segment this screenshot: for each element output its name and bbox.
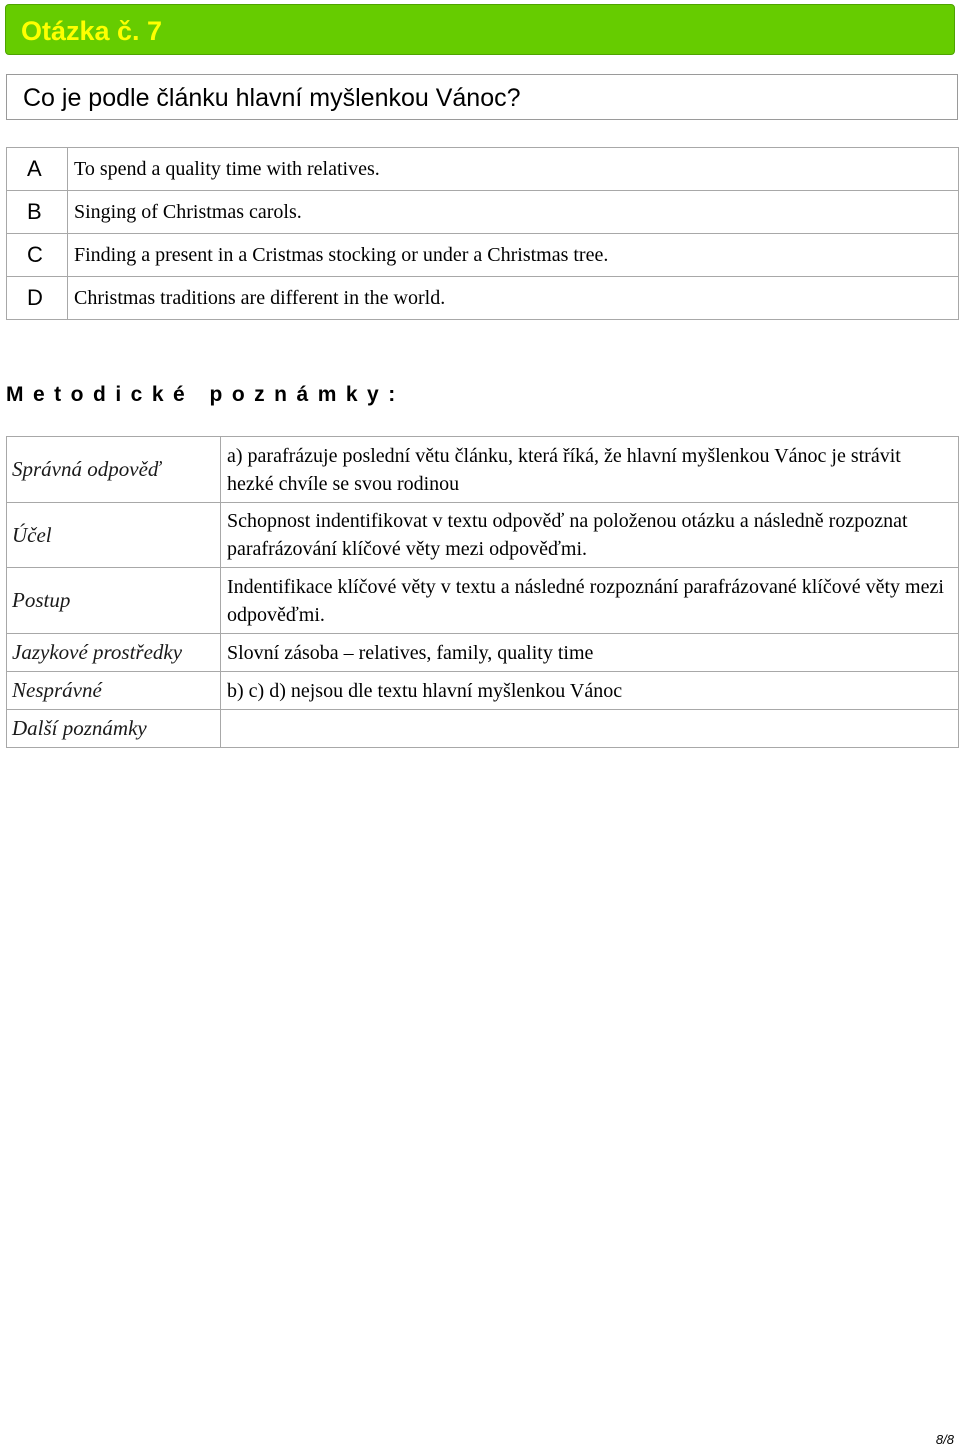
methodical-notes-table	[6, 436, 959, 748]
option-row-d	[7, 277, 959, 320]
answer-options-table	[6, 147, 959, 320]
option-row-a	[7, 148, 959, 191]
notes-value: Slovní zásoba – relatives, family, quality time	[221, 634, 959, 672]
notes-label: Jazykové prostředky	[7, 634, 221, 672]
notes-value: Schopnost indentifikovat v textu odpověď na položenou otázku a následně rozpoznat parafrázování klíčové věty mezi odpověďmi.	[221, 503, 959, 568]
question-number-title: Otázka č. 7	[21, 16, 163, 46]
notes-row-incorrect	[7, 672, 959, 710]
option-text: To spend a quality time with relatives.	[68, 148, 959, 191]
option-letter: D	[7, 277, 68, 320]
question-text: Co je podle článku hlavní myšlenkou Vánoc?	[23, 84, 521, 112]
notes-row-procedure	[7, 568, 959, 634]
option-row-c	[7, 234, 959, 277]
notes-row-language-means	[7, 634, 959, 672]
notes-value: Indentifikace klíčové věty v textu a následné rozpoznání parafrázované klíčové věty mezi odpověďmi.	[221, 568, 959, 634]
option-text: Singing of Christmas carols.	[68, 191, 959, 234]
notes-row-correct-answer	[7, 437, 959, 503]
option-letter: A	[7, 148, 68, 191]
notes-label: Další poznámky	[7, 710, 221, 748]
notes-value: a) parafrázuje poslední větu článku, která říká, že hlavní myšlenkou Vánoc je strávit hezké chvíle se svou rodinou	[221, 437, 959, 503]
methodical-notes-heading: Metodické poznámky:	[6, 383, 405, 406]
option-text: Christmas traditions are different in the world.	[68, 277, 959, 320]
question-box	[6, 74, 958, 120]
notes-label: Nesprávné	[7, 672, 221, 710]
notes-value	[221, 710, 959, 748]
notes-value: b) c) d) nejsou dle textu hlavní myšlenkou Vánoc	[221, 672, 959, 710]
notes-row-purpose	[7, 503, 959, 568]
option-text: Finding a present in a Cristmas stocking or under a Christmas tree.	[68, 234, 959, 277]
option-row-b	[7, 191, 959, 234]
notes-label: Postup	[7, 568, 221, 634]
page-number: 8/8	[935, 1432, 954, 1447]
question-header-bar	[5, 4, 955, 55]
notes-label: Účel	[7, 503, 221, 568]
option-letter: C	[7, 234, 68, 277]
option-letter: B	[7, 191, 68, 234]
notes-row-other-notes	[7, 710, 959, 748]
notes-label: Správná odpověď	[7, 437, 221, 503]
